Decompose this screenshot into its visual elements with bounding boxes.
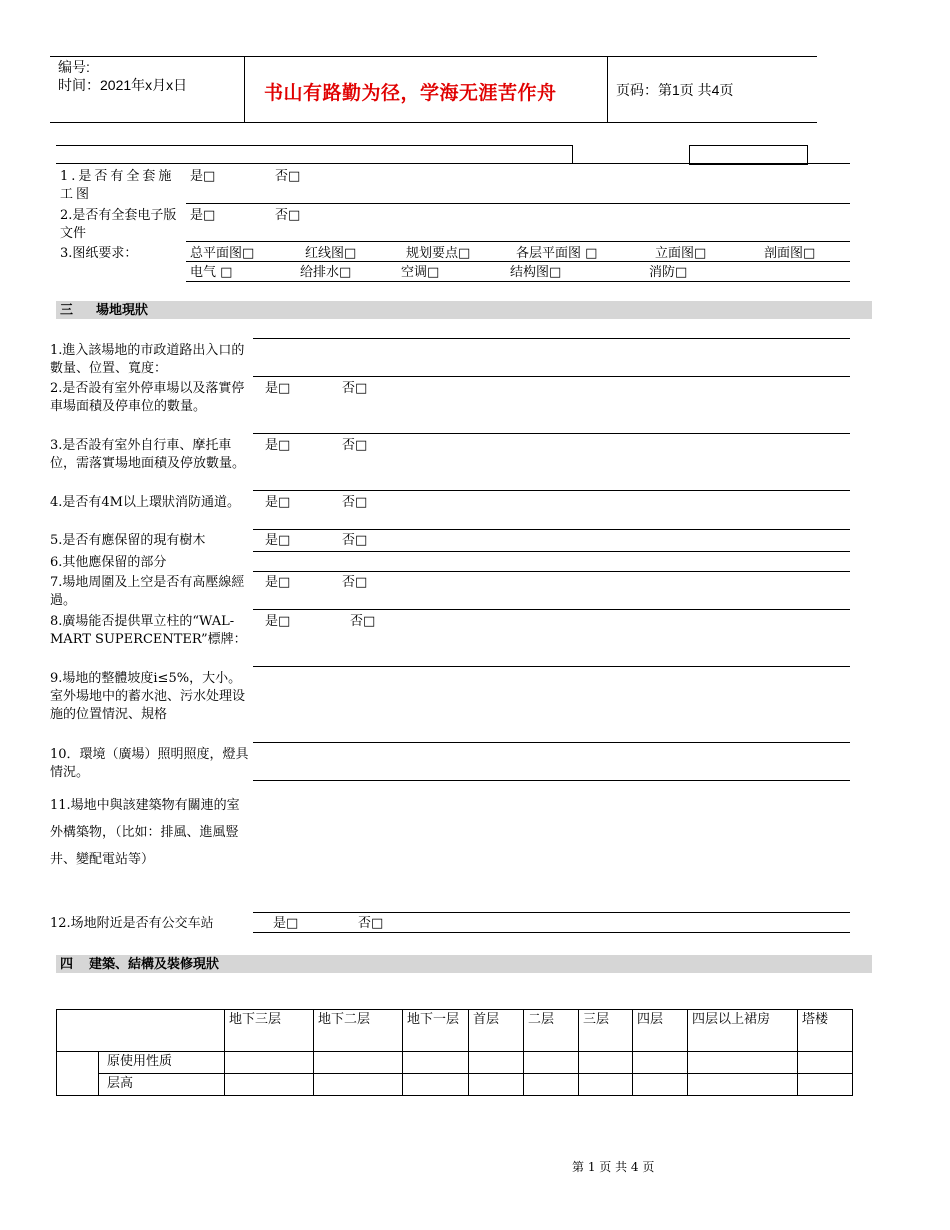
table-cell[interactable] [403, 1074, 469, 1096]
question-full-electronic-files [60, 207, 188, 243]
site-question-4: 4.是否有4M以上環狀消防通道。 [50, 495, 240, 510]
yes-checkbox[interactable]: 是□ [265, 438, 291, 453]
no-checkbox[interactable]: 否□ [342, 495, 368, 510]
document-number-label: 编号: [58, 59, 90, 75]
yes-checkbox[interactable]: 是□ [265, 495, 291, 510]
document-time-label: 时间：2021年x月x日 [58, 77, 188, 93]
site-question-10: 10．環境（廣場）照明照度，燈具情況。 [50, 747, 249, 780]
yes-checkbox[interactable]: 是□ [273, 916, 299, 931]
no-checkbox[interactable]: 否□ [342, 381, 368, 396]
checkbox-plumbing[interactable]: 给排水□ [300, 265, 352, 280]
checkbox-floor-plans[interactable]: 各层平面图 □ [516, 246, 598, 261]
site-question-1: 1.進入該場地的市政道路出入口的數量、位置、寬度： [50, 343, 245, 376]
section-number: 四 [60, 956, 74, 971]
site-question-5: 5.是否有應保留的現有樹木 [50, 533, 206, 548]
blank-field-box[interactable] [689, 145, 808, 165]
table-row-label: 原使用性质 [99, 1052, 225, 1074]
site-question-6: 6.其他應保留的部分 [50, 555, 167, 570]
table-cell[interactable] [688, 1074, 798, 1096]
question-full-construction-drawings [60, 168, 186, 204]
table-cell[interactable] [225, 1074, 314, 1096]
table-corner-cell [57, 1010, 225, 1052]
section-header-building-status [56, 955, 872, 973]
section-header-site-status [56, 301, 872, 319]
checkbox-hvac[interactable]: 空调□ [401, 265, 440, 280]
site-question-12: 12.场地附近是否有公交车站 [50, 916, 214, 931]
table-cell[interactable] [798, 1074, 853, 1096]
question-drawing-requirements: 3.图纸要求： [60, 246, 138, 261]
checkbox-section[interactable]: 剖面图□ [764, 246, 816, 261]
table-header-cell: 四层 [633, 1010, 688, 1052]
table-cell[interactable] [633, 1074, 688, 1096]
table-header-cell: 四层以上裙房 [688, 1010, 798, 1052]
question-label: 1.是否有全套施工图 [60, 169, 175, 202]
no-checkbox[interactable]: 否□ [350, 614, 376, 629]
site-question-3: 3.是否設有室外自行車、摩托車位，需落實場地面積及停放數量。 [50, 438, 246, 471]
checkbox-fire-protection[interactable]: 消防□ [649, 265, 688, 280]
table-header-cell: 地下三层 [225, 1010, 314, 1052]
yes-checkbox[interactable]: 是□ [265, 381, 291, 396]
section-title: 場地現狀 [96, 302, 149, 317]
no-checkbox[interactable]: 否□ [275, 208, 301, 223]
header-meta [58, 58, 187, 94]
yes-checkbox[interactable]: 是□ [190, 208, 216, 223]
site-question-11: 11.場地中與該建築物有關連的室外構築物，（比如：排風、進風豎井、變配電站等） [50, 798, 240, 867]
no-checkbox[interactable]: 否□ [342, 438, 368, 453]
table-row-label: 层高 [99, 1074, 225, 1096]
table-row [57, 1052, 853, 1074]
table-header-row [57, 1010, 853, 1052]
table-cell[interactable] [579, 1074, 633, 1096]
table-cell[interactable] [314, 1074, 403, 1096]
yes-checkbox[interactable]: 是□ [190, 169, 216, 184]
checkbox-planning-points[interactable]: 规划要点□ [406, 246, 471, 261]
header-page-info: 页码：第1页 共4页 [616, 82, 734, 98]
table-row [57, 1074, 853, 1096]
yes-checkbox[interactable]: 是□ [265, 575, 291, 590]
checkbox-site-plan[interactable]: 总平面图□ [190, 246, 255, 261]
table-cell[interactable] [524, 1074, 579, 1096]
no-checkbox[interactable]: 否□ [342, 533, 368, 548]
no-checkbox[interactable]: 否□ [275, 169, 301, 184]
table-header-cell: 地下一层 [403, 1010, 469, 1052]
table-cell[interactable] [469, 1052, 524, 1074]
table-header-cell: 三层 [579, 1010, 633, 1052]
table-header-cell: 二层 [524, 1010, 579, 1052]
no-checkbox[interactable]: 否□ [342, 575, 368, 590]
table-group-cell [57, 1052, 99, 1096]
site-question-7: 7.場地周圍及上空是否有高壓線經過。 [50, 575, 245, 608]
table-cell[interactable] [225, 1052, 314, 1074]
building-status-table [56, 1009, 853, 1096]
table-header-cell: 塔楼 [798, 1010, 853, 1052]
table-cell[interactable] [314, 1052, 403, 1074]
table-header-cell: 首层 [469, 1010, 524, 1052]
table-header-cell: 地下二层 [314, 1010, 403, 1052]
yes-checkbox[interactable]: 是□ [265, 614, 291, 629]
site-question-8: 8.廣場能否提供單立柱的“WAL-MART SUPERCENTER”標牌： [50, 614, 247, 647]
section-number: 三 [60, 302, 74, 317]
table-cell[interactable] [469, 1074, 524, 1096]
checkbox-elevation[interactable]: 立面图□ [655, 246, 707, 261]
page-footer: 第 1 页 共 4 页 [572, 1160, 655, 1174]
header-motto: 书山有路勤为径，学海无涯苦作舟 [264, 83, 557, 104]
table-cell[interactable] [579, 1052, 633, 1074]
table-cell[interactable] [798, 1052, 853, 1074]
table-cell[interactable] [524, 1052, 579, 1074]
question-label: 2.是否有全套电子版文件 [60, 208, 177, 241]
section-title: 建築、結構及裝修現狀 [89, 956, 220, 971]
checkbox-electrical[interactable]: 电气 □ [190, 265, 233, 280]
site-question-9: 9.場地的整體坡度i≤5%，大小。室外場地中的蓄水池、污水处理设施的位置情況、規格 [50, 671, 246, 722]
table-cell[interactable] [633, 1052, 688, 1074]
table-cell[interactable] [688, 1052, 798, 1074]
checkbox-structural[interactable]: 结构图□ [510, 265, 562, 280]
no-checkbox[interactable]: 否□ [358, 916, 384, 931]
yes-checkbox[interactable]: 是□ [265, 533, 291, 548]
checkbox-red-line-map[interactable]: 红线图□ [305, 246, 357, 261]
site-question-2: 2.是否設有室外停車場以及落實停車場面積及停車位的數量。 [50, 381, 245, 414]
table-cell[interactable] [403, 1052, 469, 1074]
